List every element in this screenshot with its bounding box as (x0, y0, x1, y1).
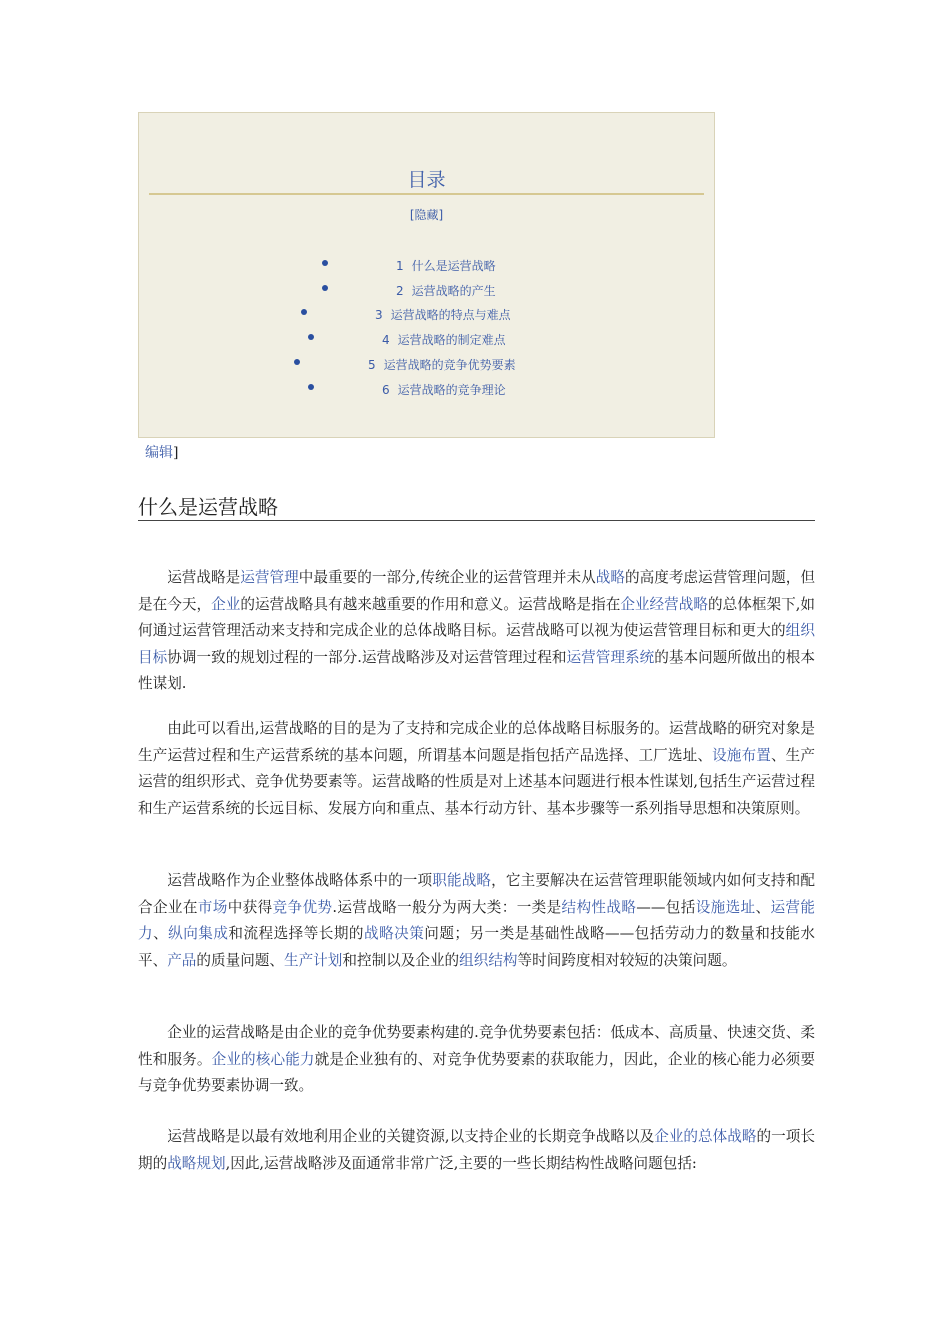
toc-item-text: 运营战略的竞争优势要素 (383, 358, 516, 372)
inline-link[interactable]: 纵向集成 (168, 925, 229, 943)
paragraph-text: 的运营战略具有越来越重要的作用和意义。运营战略是指在 (240, 595, 621, 613)
paragraph-text: 、 (153, 925, 169, 943)
inline-link[interactable]: 生产计划 (283, 951, 343, 969)
inline-link[interactable]: 产品 (167, 951, 197, 969)
toc-item-label[interactable] (396, 282, 496, 299)
toc-item-label[interactable] (368, 356, 516, 373)
paragraph-text: 企业的运营战略是由企业的竞争优势要素构建的.竞争优势要素包括：低成本、高质量、快速交货、柔性和服务。 (138, 1024, 815, 1068)
toc-item-label[interactable] (382, 381, 506, 398)
paragraph-text: .运营战略一般分为两大类：一类是 (332, 898, 562, 916)
paragraph-text: 的高度考虑运营管理问题，但是在今天， (138, 569, 815, 613)
paragraph-text: 等时间跨度相对较短的决策问题。 (517, 951, 737, 969)
toc-item[interactable] (139, 306, 716, 326)
toc-item[interactable] (139, 282, 716, 302)
toc-item-text: 什么是运营战略 (411, 259, 496, 273)
paragraph-text: 的基本问题所做出的根本性谋划. (138, 648, 815, 693)
paragraph-text: 、 (755, 898, 771, 916)
inline-link[interactable]: 运营管理系统 (566, 648, 655, 666)
paragraph-text: 的总体框架下,如何通过运营管理活动来支持和完成企业的总体战略目标。运营战略可以视为使运营管理目标和更大的 (138, 595, 815, 640)
toc-item-number: 3 (375, 308, 383, 322)
toc-title: 目录 (407, 169, 446, 191)
toc-item-number: 1 (396, 259, 404, 273)
edit-label[interactable]: 编辑 (145, 445, 173, 461)
inline-link[interactable]: 战略决策 (364, 925, 425, 943)
paragraph-text: 、生产运营的组织形式、竞争优势要素等。运营战略的性质是对上述基本问题进行根本性谋划,包括生产运营过程和生产运营系统的长远目标、发展方向和重点、基本行动方针、基本步骤等一系列指导思想和决策原则。 (138, 746, 815, 817)
bullet-icon (294, 359, 300, 365)
bullet-icon (308, 384, 314, 390)
toc-item-text: 运营战略的制定难点 (397, 333, 506, 347)
bullet-icon (301, 309, 307, 315)
toc-item-number: 5 (368, 358, 376, 372)
inline-link[interactable]: 设施布置 (712, 746, 771, 764)
paragraph-text: ,因此,运营战略涉及面通常非常广泛,主要的一些长期结构性战略问题包括: (225, 1154, 697, 1172)
toc-item-label[interactable] (375, 306, 511, 323)
paragraph-text: 运营战略作为企业整体战略体系中的一项 (167, 872, 433, 889)
inline-link[interactable]: 职能战略 (432, 872, 492, 889)
paragraph-text: ——包括 (636, 898, 696, 916)
paragraph-text: 协调一致的规划过程的一部分.运营战略涉及对运营管理过程和 (167, 648, 567, 666)
inline-link[interactable]: 运营管理 (240, 569, 299, 586)
toc-item-text: 运营战略的特点与难点 (390, 308, 511, 322)
paragraph-text: 和控制以及企业的 (342, 951, 460, 969)
paragraph (138, 1020, 815, 1100)
inline-link[interactable]: 企业经营战略 (620, 595, 709, 613)
inline-link[interactable]: 企业 (211, 595, 241, 613)
inline-link[interactable]: 组织目标 (138, 622, 815, 666)
paragraph-text: 运营战略是 (167, 569, 241, 586)
paragraph-text: 中最重要的一部分,传统企业的运营管理并未从 (298, 569, 596, 586)
toc-item-number: 2 (396, 284, 404, 298)
paragraph-text: 问题；另一类是基础性战略——包括劳动力的数量和技能水平、 (138, 925, 815, 969)
inline-link[interactable]: 结构性战略 (561, 898, 637, 916)
inline-link[interactable]: 组织结构 (459, 951, 518, 969)
inline-link[interactable]: 设施选址 (695, 898, 756, 916)
toc-item[interactable] (139, 331, 716, 351)
inline-link[interactable]: 运营能力 (138, 898, 815, 943)
toc-hide-toggle[interactable]: [隐藏] (409, 208, 444, 222)
paragraph-text: 和流程选择等长期的 (228, 925, 364, 943)
toc-item-label[interactable] (396, 257, 496, 274)
edit-bracket: ] (173, 445, 179, 461)
inline-link[interactable]: 企业的核心能力 (211, 1050, 315, 1068)
paragraph (138, 868, 815, 974)
section-heading: 什么是运营战略 (138, 494, 815, 521)
paragraph-text: 的质量问题、 (196, 951, 284, 969)
toc-divider (149, 193, 704, 195)
toc-item[interactable] (139, 356, 716, 376)
edit-link[interactable] (145, 442, 178, 462)
toc-item-text: 运营战略的竞争理论 (397, 383, 506, 397)
toc-item-label[interactable] (382, 331, 506, 348)
paragraph-text: 就是企业独有的、对竞争优势要素的获取能力，因此，企业的核心能力必须要与竞争优势要素协调一致。 (138, 1050, 815, 1095)
paragraph (138, 716, 815, 822)
table-of-contents (138, 112, 715, 438)
bullet-icon (308, 334, 314, 340)
paragraph (138, 565, 815, 698)
inline-link[interactable]: 战略 (595, 569, 625, 586)
toc-item-number: 4 (382, 333, 390, 347)
bullet-icon (322, 285, 328, 291)
paragraph (138, 1124, 815, 1177)
inline-link[interactable]: 市场 (197, 898, 228, 916)
paragraph-text: ，它主要解决在运营管理职能领域内如何支持和配合企业在 (138, 872, 815, 916)
inline-link[interactable]: 战略规划 (167, 1154, 226, 1172)
paragraph-text: 中获得 (227, 898, 273, 916)
toc-item[interactable] (139, 381, 716, 401)
inline-link[interactable]: 竞争优势 (272, 898, 333, 916)
toc-item[interactable] (139, 257, 716, 277)
toc-item-text: 运营战略的产生 (411, 284, 496, 298)
paragraph-text: 的一项长期的 (138, 1128, 815, 1172)
bullet-icon (322, 260, 328, 266)
paragraph-text: 由此可以看出,运营战略的目的是为了支持和完成企业的总体战略目标服务的。运营战略的研究对象是生产运营过程和生产运营系统的基本问题，所谓基本问题是指包括产品选择、工厂选址、 (138, 720, 815, 764)
inline-link[interactable]: 企业的总体战略 (654, 1128, 757, 1145)
paragraph-text: 运营战略是以最有效地利用企业的关键资源,以支持企业的长期竞争战略以及 (167, 1128, 655, 1145)
toc-item-number: 6 (382, 383, 390, 397)
